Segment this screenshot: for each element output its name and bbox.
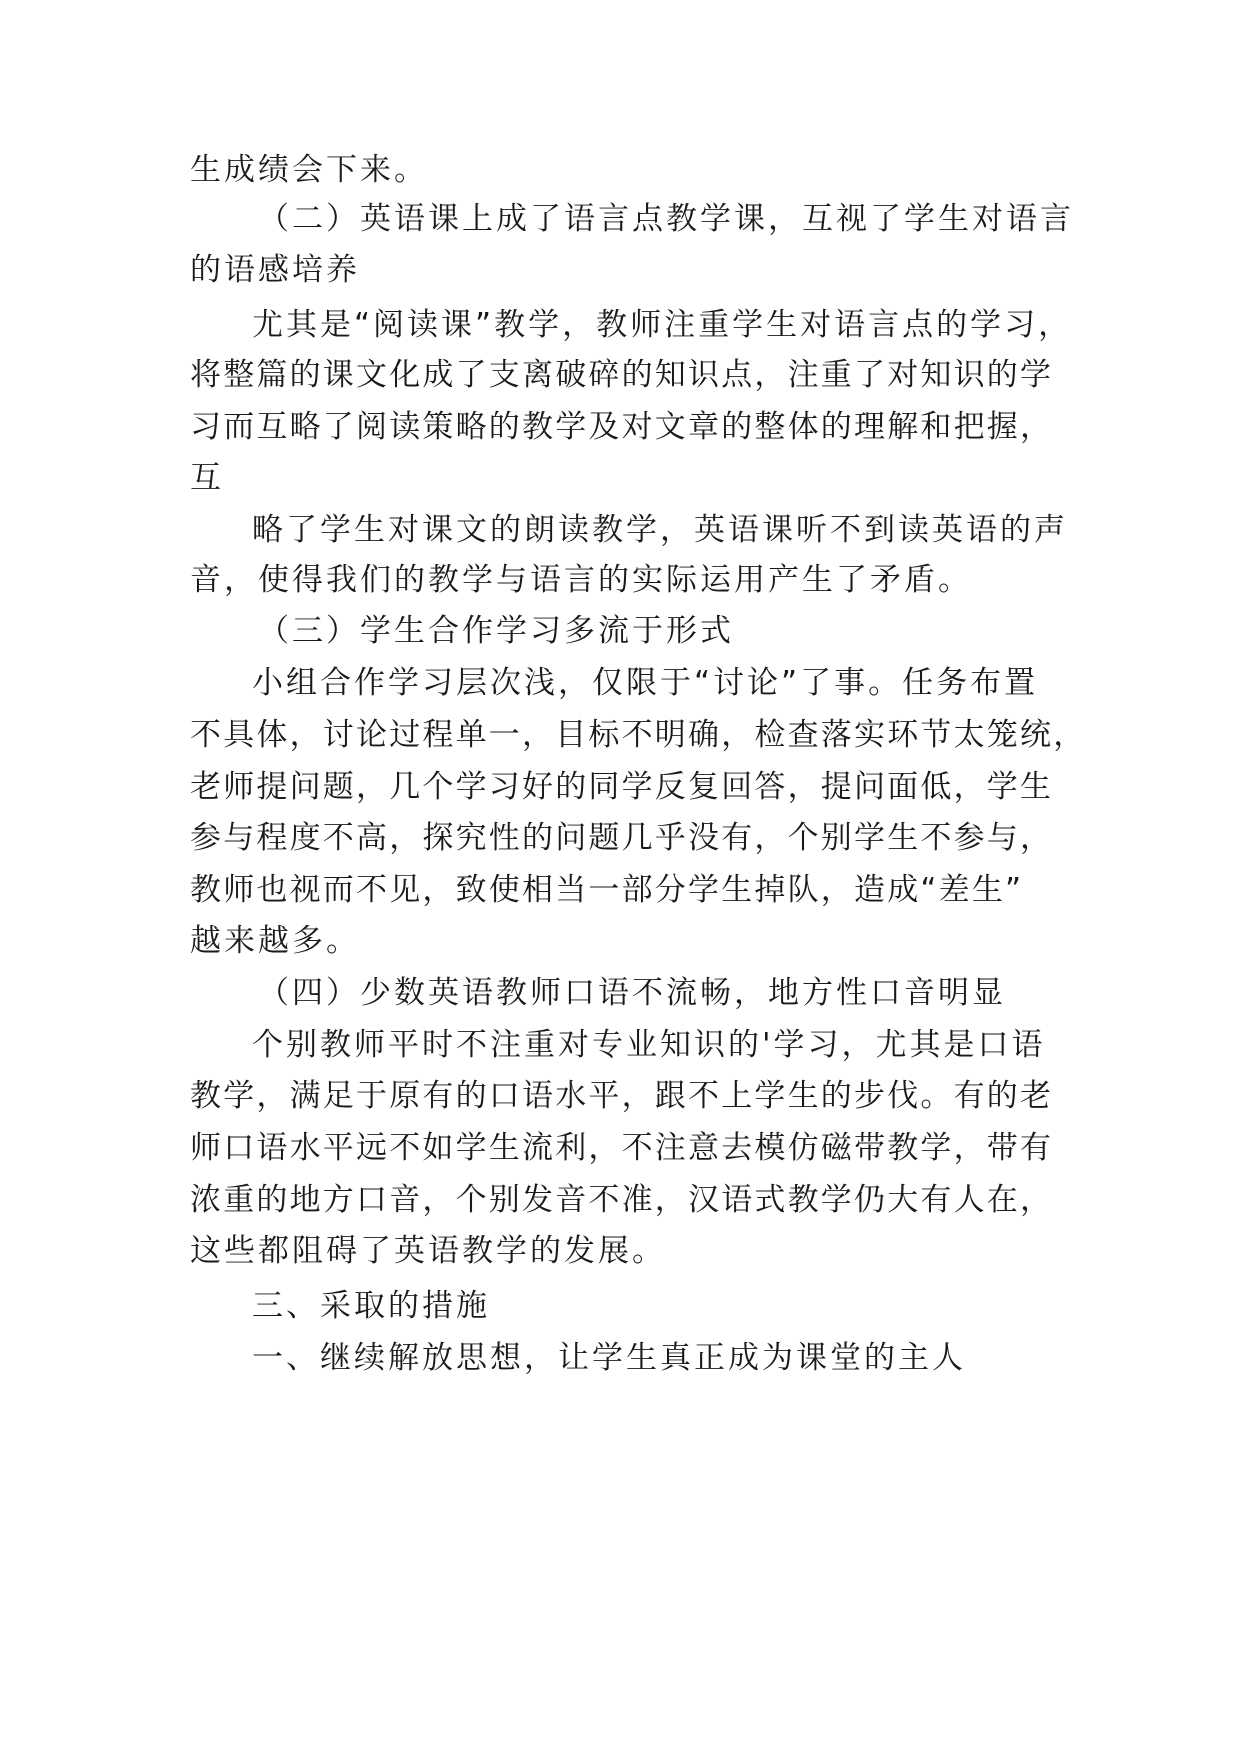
- text-line: 的语感培养: [190, 252, 360, 288]
- text-line: 个别教师平时不注重对专业知识的'学习，尤其是口语: [252, 1027, 1046, 1063]
- text-line: 将整篇的课文化成了支离破碎的知识点，注重了对知识的学: [190, 357, 1054, 393]
- text-line: 参与程度不高，探究性的问题几乎没有，个别学生不参与，: [190, 820, 1054, 856]
- text-line: 习而互略了阅读策略的教学及对文章的整体的理解和把握，: [190, 409, 1054, 445]
- text-line: 越来越多。: [190, 923, 360, 959]
- text-line: 尤其是“阅读课”教学，教师注重学生对语言点的学习，: [252, 307, 1073, 343]
- text-line: 浓重的地方口音，个别发音不准，汉语式教学仍大有人在，: [190, 1182, 1054, 1218]
- text-line: 音，使得我们的教学与语言的实际运用产生了矛盾。: [190, 562, 972, 598]
- text-line: 这些都阻碍了英语教学的发展。: [190, 1233, 666, 1269]
- text-line: 互: [190, 460, 224, 496]
- text-line: 不具体，讨论过程单一，目标不明确，检查落实环节太笼统，: [190, 717, 1087, 753]
- text-line: 老师提问题，几个学习好的同学反复回答，提问面低，学生: [190, 769, 1054, 805]
- text-line: 生成绩会下来。: [190, 152, 428, 188]
- section-heading: （二）英语课上成了语言点教学课，互视了学生对语言: [258, 201, 1074, 237]
- section-heading: 三、采取的措施: [252, 1288, 490, 1324]
- section-heading: （四）少数英语教师口语不流畅，地方性口音明显: [258, 975, 1006, 1011]
- text-line: 师口语水平远不如学生流利，不注意去模仿磁带教学，带有: [190, 1130, 1054, 1166]
- text-line: 小组合作学习层次浅，仅限于“讨论”了事。任务布置: [252, 665, 1039, 701]
- text-line: 教师也视而不见，致使相当一部分学生掉队，造成“差生”: [190, 872, 1024, 908]
- section-heading: （三）学生合作学习多流于形式: [258, 613, 734, 649]
- text-line: 略了学生对课文的朗读教学，英语课听不到读英语的声: [252, 512, 1068, 548]
- section-heading: 一、继续解放思想，让学生真正成为课堂的主人: [252, 1340, 966, 1376]
- text-line: 教学，满足于原有的口语水平，跟不上学生的步伐。有的老: [190, 1078, 1054, 1114]
